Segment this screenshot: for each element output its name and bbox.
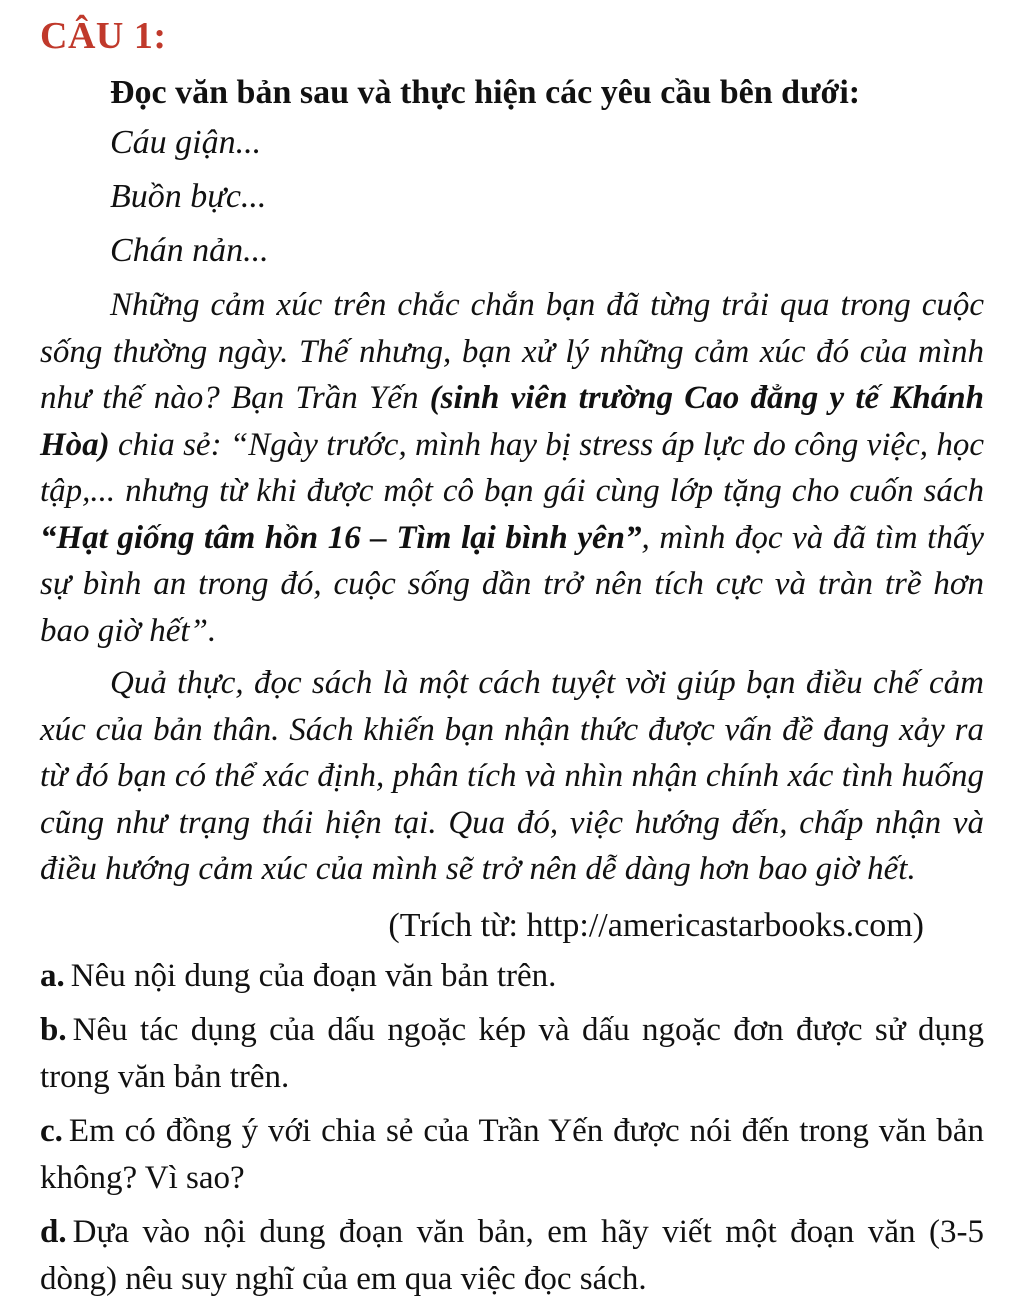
intro-line: Chán nản... (110, 232, 269, 269)
question-item (40, 1209, 984, 1302)
question-item (40, 1108, 984, 1201)
question-label: c. (40, 1113, 63, 1149)
passage-paragraph-1 (40, 282, 984, 654)
question-text: Em có đồng ý với chia sẻ của Trần Yến được nói đến trong văn bản không? Vì sao? (40, 1113, 984, 1196)
question-item (40, 1007, 984, 1100)
passage-text: , mình đọc và đã tìm thấy sự bình an trong đó, cuộc sống dần trở nên tích cực và tràn trề hơn bao giờ hết”. (40, 519, 984, 649)
question-text: Nêu nội dung của đoạn văn bản trên. (70, 957, 557, 994)
instruction-text: Đọc văn bản sau và thực hiện các yêu cầu bên dưới: (110, 74, 861, 111)
question-text: Nêu tác dụng của dấu ngoặc kép và dấu ngoặc đơn được sử dụng trong văn bản trên. (40, 1012, 984, 1095)
passage-bold-text: (sinh viên trường Cao đẳng y tế Khánh Hòa) (40, 380, 984, 463)
question-heading: CÂU 1: (40, 15, 167, 57)
question-label: a. (40, 957, 65, 994)
source-citation: (Trích từ: http://americastarbooks.com) (388, 906, 924, 944)
passage-paragraph-2: Quả thực, đọc sách là một cách tuyệt vời giúp bạn điều chế cảm xúc của bản thân. Sách khiến bạn nhận thức được vấn đề đang xảy ra từ đó bạn có thể xác định, phân tích và nhìn nhận chính xác tình huống cũng như trạng thái hiện tại. Qua đó, việc hướng đến, chấp nhận và điều hướng cảm xúc của mình sẽ trở nên dễ dàng hơn bao giờ hết. (40, 665, 984, 887)
intro-line: Cáu giận... (110, 124, 262, 161)
question-item (40, 953, 984, 1000)
passage-text: Những cảm xúc trên chắc chắn bạn đã từng trải qua trong cuộc sống thường ngày. Thế nhưng, bạn xử lý những cảm xúc đó của mình như thế nào? Bạn Trần Yến (40, 287, 984, 416)
passage-text: chia sẻ: “Ngày trước, mình hay bị stress áp lực do công việc, học tập,... nhưng từ khi được một cô bạn gái cùng lớp tặng cho cuốn sách (40, 426, 984, 509)
intro-line: Buồn bực... (110, 178, 267, 215)
question-text: Dựa vào nội dung đoạn văn bản, em hãy viết một đoạn văn (3-5 dòng) nêu suy nghĩ của em qua việc đọc sách. (40, 1214, 984, 1297)
question-label: d. (40, 1214, 67, 1250)
book-title: “Hạt giống tâm hồn 16 – Tìm lại bình yên” (40, 519, 642, 556)
question-label: b. (40, 1012, 67, 1048)
